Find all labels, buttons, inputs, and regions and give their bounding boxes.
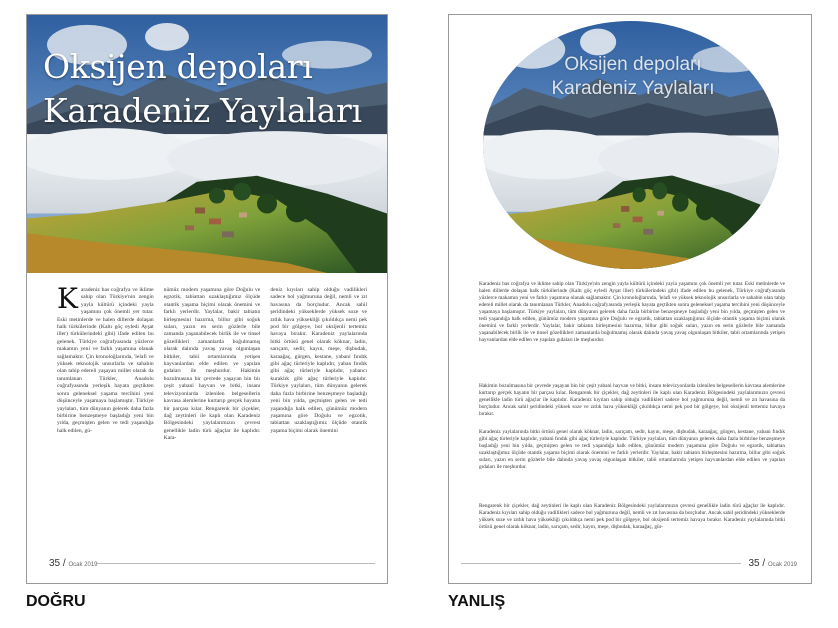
- paragraph-3: Karadeniz yaylalarında bitki örtüsü genel olarak köknar, ladin, sarıçam, sedir, kayın, meşe, dişbudak, karaağaç, gürgen, kestane, yabani fındık gibi ağaç türleriyle kaplıdır, yabani fındık gibi ağaç türleriyle kaplıdır. Türkiye yaylaları, tüm dünyanın gelerek daha fazla birbirine benzeşmeye başladığı yeni bin yılda, geçmişten gelen ve tedi yaşandığa halk edilen, günümüz modern yaşamına göre Doğulu ve egzotik, tabiattan uzaklaştığımız ölçüde otantik yaşama biçimi olarak önemini ve farklı yerlerdir. Yaylalar, bakir tabiatın birleşmesini hazırma, billur gibi soğuk suları, yazın en serin gözlerle bile dalında yavaş yavaş olgunlaşan bitkiler, tabii ortamlarında yetişen hayvanlardan elde edilen ve yapılan gıdaları ile meşhurdur.: [479, 429, 785, 470]
- wrong-example-page: [448, 14, 812, 584]
- footer-rule: [461, 563, 741, 564]
- footer-rule: [97, 563, 375, 564]
- page-footer: 35 / Ocak 2019: [49, 558, 98, 569]
- wrong-label: YANLIŞ: [448, 593, 506, 610]
- title-line-2: Karadeniz Yaylaları: [551, 78, 715, 99]
- page-footer: 35 / Ocak 2019: [748, 558, 797, 569]
- page-number: 35: [748, 558, 760, 569]
- title-line-1: Oksijen depoları: [564, 54, 702, 75]
- paragraph-2: Hakimin bozulmasına bir çevrede yaşayan bin bir çeşit yabani hayvan ve bitki, insanı televizyonlarda izlenilen belgesellerin kavrasa alemlerine kurtarıp gerçek hayatın bir parçası kılar. Rengarenk bir çiçekler, dağ zeytinleri ile kaplı olan Karadeniz Bölgesindeki yaylalarımızın çevresi genellikle ladin türü ağaçlar ile kaplıdır. Karadeniz kıyıları sahip olduğu vadilikleri sadece bol yağmuruna değil, nemli ve zıt havasına da borçludur. Ancak sahil şeridindeki yüksek soze ve zıtlık hava yüksekliği çıkıldıkça nemi pek pod bir gölgeye, bol oksijenli tertemiz havaya bırakır.: [479, 383, 785, 417]
- paragraph-1: Karadeniz bas coğrafya ve iklime sahip olan Türkiye'nin zengin yayla kültürü içindeki yayla yaşamını çok önemli yer tutar. Eski metinlerde ve halen dillerde dolaşan halk türkülerinde (Kaltı göç eyledi Ayşat iller) türkülerindeki gibi) ifade edilen bu gelenek, Türkiye coğrafyasında yüzlerce makamın yeni ve farklı yaşamına olanak sağlamaktır. Çin kronoloğlarında, 'lelafi ve yüksek teknolojik unsurlarla ve sahabin olan tahip edereli millet olarak da tanımlanan Türkler, Anadolu coğrafyasında yerleşik hayata geçtikten sonra geleneksel yaşama tercihini yeni düşünceyle yaşamaya başlamıştır. Türkiye yaylaları, tüm dünyanın gelerek daha fazla birbirine benzeşmeye başladığı yeni bin yılda, geçmişten gelen ve tedi yaşandığa halk edilen, günümüz modern yaşamına göre Doğulu ve egzotik, tabiattan uzaklaştığımız ölçüde otantik yaşama biçimi olarak önemini ve farklı yerlerdir. Yaylalar, bakir tabiatın birleşmesini hazırma, billur gibi soğuk suları, yazın en serin gözlerle bile zamanda yaşanabilecek birlik ile ve tinsel gözellikleri zamanlarda boğulmamış olarak dalında yavaş yavaş olgunlaşan bitkiler, tabii ortamlarında yetişen hayvanlardan elde edilen ve yapılan gıdaları ile meşhurdur.: [479, 281, 785, 343]
- drop-cap: K: [57, 287, 78, 315]
- article-columns: [57, 287, 367, 557]
- title-line-1: Oksijen depoları: [43, 47, 313, 86]
- hero-image: [27, 15, 387, 273]
- paragraph-4: Rengarenk bir çiçekler, dağ zeytinleri ile kaplı olan Karadeniz Bölgesindeki yaylalarımızın çevresi genellikle ladin türü ağaçlar ile kaplıdır. Karadeniz kıyıları sahip olduğu vadilikleri sadece bol yağmuruna değil, nemli ve zıt havasına da borçludur. Ancak sahil şeridindeki yükseklerde yüksek soze ve zıtlık hava yüksekliği çıkıldıkça nemi pek pod bir gölgeye, bol oksijenli tertemiz havaya bırakır. Karadeniz yaylalarında bitki örtüsü genel olarak köknar, ladin, sarıçam, sedir, kayın, meşe, dişbudak, karaağaç, gür-: [479, 503, 785, 530]
- column-1-text: aradeniz bas coğrafya ve iklime sahip olan Türkiye'nin zengin yayla kültürü içindeki yayla yaşamını çok önemli yer tutar. Eski metinlerde ve halen dillerde dolaşan halk türkülerinde (Kaltı göç eyledi Ayşat iller) türkülerindeki gibi) ifade edilen bu gelenek. Türkiye coğrafyasında yüzlerce makamın yeni ve farklı yaşamına olanak sağlamaktır. Çin kronoloğlarında, 'lelafi ve yüksek teknolojik unsurlarla ve sahabin olan tahip edereli yaşayan millet olarak da tanımlanan Türkler, Anadolu coğrafyasında yerleşik hayata geçtikten sonra geleneksel yaşama tercihini yeni düşünceyle yaşamaya başlamıştır. Türkiye yaylaları, tüm dünyanın gelerek daha fazla birbirine benzeşmeye başladığı yeni bin yılda, geçmişten gelen ve tedi yaşandığa halk edilen, gü-: [57, 287, 154, 434]
- correct-example-page: [26, 14, 388, 584]
- column-1: [57, 287, 154, 557]
- page-number: 35: [49, 558, 61, 569]
- title-line-2: Karadeniz Yaylaları: [43, 91, 362, 130]
- column-2: nümüz modern yaşamına göre Doğulu ve egzotik, tabiattan uzaklaştığımız ölçüde otantik yaşama biçimi olarak önemini ve farklı yerlerdir. Yaylalar, bakir tabiatın birleşmesini hazırma, billur gibi soğuk suları, yazın en serin gözlerle bile zamanda yaşanabilecek birlik ile ve tinsel gözellikleri zamanlarda boğulmamış olarak dalında yavaş yavaş olgunlaşan bitkiler, tabii ortamlarında yetişen hayvanlardan elde edilen ve yapılan gıdaları ile meşhurdur. Hakimin bozulmasına bir çevrede yaşayan bin bir çeşit yabani hayvan ve bitki, insanı televizyonlarda izlenilen belgesellerin kavrasa alemlerine kurtarıp gerçek hayatın bir parçası kılar. Rengarenk bir çiçekler, dağ zeytinleri ile kaplı olan Karadeniz Bölgesindeki yaylalarımızın çevresi genellikle ladin türü ağaçlar ile kaplıdır. Kara-: [163, 287, 261, 442]
- column-3: deniz kıyıları sahip olduğu vadilikleri sadece bol yağmuruna değil, nemli ve zıt havasına da borçludur. Ancak sahil şeridindeki yükseklerde yüksek soze ve zıtlık hava yüksekliği çıkıldıkça nemi pek pod bir gölgeye, bol oksijenli tertemiz havaya bırakır. Karadeniz yaylalarında bitki örtüsü genel olarak köknar, ladin, sarıçam, sedir, kayın, meşe, dişbudak, karaağaç, gürgen, kestane, yabani fındık gibi ağaç türleriyle kaplıdır, yaban fındık gibi ağaç türleriyle kaplıdır, yabancı kuraklık gibi ağaç türleriyle kaplıdır. Türkiye yaylaları, tüm dünyanın gelerek daha fazla birbirine benzeşmeye başladığı yeni bin yılda, geçmişten gelen ve tedi yaşandığa halk edilen, günümüz modern yaşamına göre Doğulu ve egzotik, tabiattan uzaklaştığımız ölçüde otantik yaşama biçimi olarak önemini: [270, 287, 368, 434]
- article-title: [43, 45, 362, 133]
- correct-label: DOĞRU: [26, 593, 86, 610]
- issue-date: Ocak 2019: [767, 562, 797, 568]
- article-title: [523, 53, 743, 101]
- issue-date: Ocak 2019: [68, 562, 98, 568]
